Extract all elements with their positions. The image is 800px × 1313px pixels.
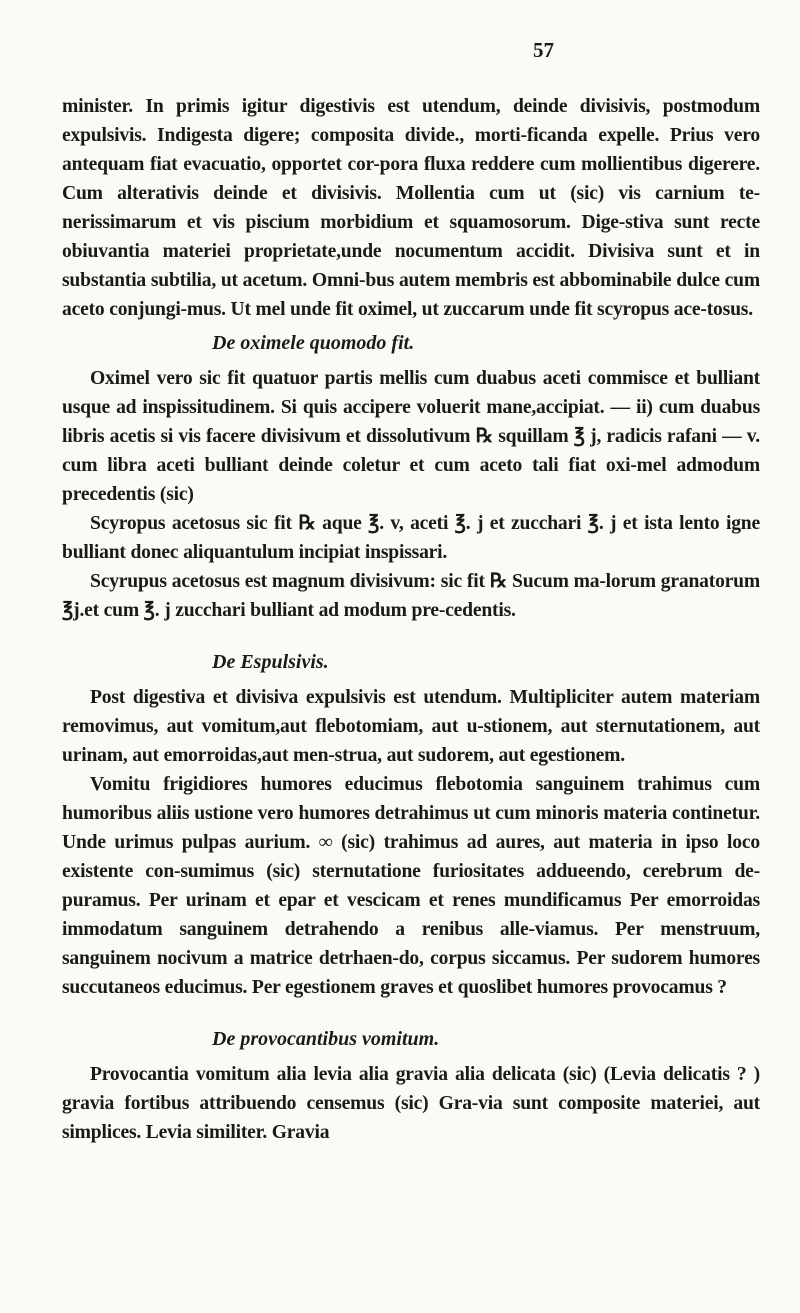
spacer	[62, 1002, 760, 1020]
paragraph-scyrupus-divisivum: Scyrupus acetosus est magnum divisivum: sic fit ℞ Sucum ma-lorum granatorum ℥j.et cum ℥. j zucchari bulliant ad modum pre-cedentis.	[62, 571, 760, 621]
section-heading-vomitum: De provocantibus vomitum.	[212, 1028, 440, 1050]
page-number: 57	[533, 38, 554, 62]
paragraph-intro: minister. In primis igitur digestivis est utendum, deinde divisivis, postmodum expulsivis. Indigesta digere; composita divide., morti-ficanda expelle. Prius vero antequam fiat evacuatio, opportet cor-pora fluxa reddere cum mollientibus digerere. Cum alterativis deinde et divisivis. Mollentia cum ut (sic) vis carnium te-nerissimarum et vis piscium morbidium et squamosorum. Dige-stiva sunt recte obiuvantia materiei proprietate,unde nocumentum accidit. Divisiva sunt et in substantia subtilia, ut acetum. Omni-bus autem membris est abbominabile dulce cum aceto conjungi-mus. Ut mel unde fit oximel, ut zuccarum unde fit scyropus ace-tosus.	[62, 96, 760, 320]
paragraph-vomitum: Provocantia vomitum alia levia alia gravia alia delicata (sic) (Levia delicatis ? ) gravia fortibus attribuendo censemus (sic) Gra-via sunt composite materiei, aut simplices. Levia similiter. Gravia	[62, 1064, 760, 1143]
section-heading-expulsivis: De Espulsivis.	[212, 651, 329, 673]
section-heading-oximel: De oximele quomodo fit.	[212, 332, 415, 354]
spacer	[62, 625, 760, 643]
paragraph-oximel-recipe: Oximel vero sic fit quatuor partis mellis cum duabus aceti commisce et bulliant usque ad inspissitudinem. Si quis accipere voluerit mane,accipiat. — ii) cum duabus libris acetis si vis facere divisivum et dissolutivum ℞ squillam ℥ j, radicis rafani — v. cum libra aceti bulliant deinde coletur et cum aceto tali fiat oxi-mel admodum precedentis (sic)	[62, 368, 760, 505]
paragraph-expulsion-details: Vomitu frigidiores humores educimus flebotomia sanguinem trahimus cum humoribus aliis ustione vero humores detrahimus ut cum minoris materia continetur. Unde urimus pulpas aurium. ∞ (sic) trahimus ad aures, aut materia in ipso loco existente con-sumimus (sic) sternutatione furiositates addueendo, cerebrum de-puramus. Per urinam et epar et vescicam et renes mundificamus Per emorroidas immodatum sanguinem detrahendo a renibus alle-viamus. Per menstruum, sanguinem nocivum a matrice detrhaen-do, corpus siccamus. Per sudorem humores succutaneos educimus. Per egestionem graves et quoslibet humores provocamus ?	[62, 774, 760, 998]
paragraph-scyropus-recipe: Scyropus acetosus sic fit ℞ aque ℥. v, aceti ℥. j et zucchari ℥. j et ista lento igne bulliant donec aliquantulum incipiat inspissari.	[62, 513, 760, 563]
paragraph-expulsion-methods: Post digestiva et divisiva expulsivis est utendum. Multipliciter autem materiam removimus, aut vomitum,aut flebotomiam, aut u-stionem, aut sternutationem, aut urinam, aut emorroidas,aut men-strua, aut sudorem, aut egestionem.	[62, 687, 760, 766]
